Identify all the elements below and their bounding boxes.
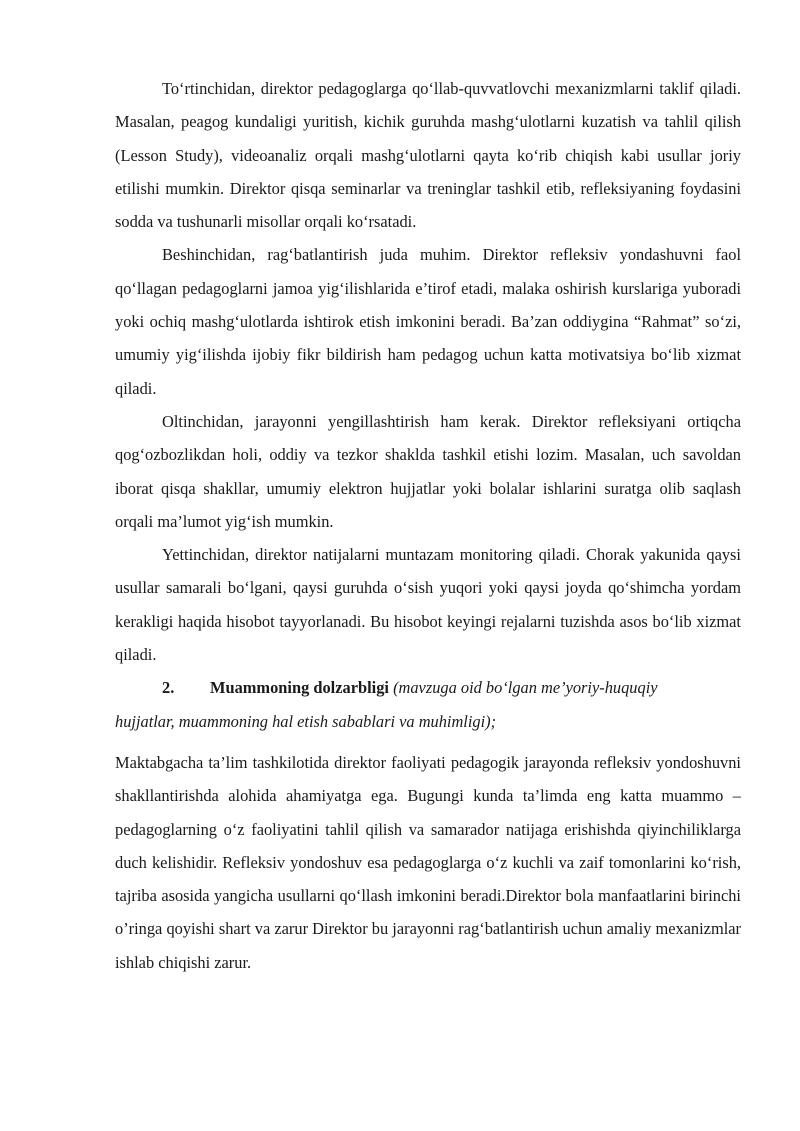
paragraph-seventh: Yettinchidan, direktor natijalarni muntazam monitoring qiladi. Chorak yakunida qaysi usullar samarali bo‘lgani, qaysi guruhda o‘sish yuqori yoki qaysi joyda qo‘shimcha yordam kerakligi haqida hisobot tayyorlanadi. Bu hisobot keyingi rejalarni tuzishda asos bo‘lib xizmat qiladi. <box>115 545 741 665</box>
document-page <box>115 72 741 979</box>
section-subtitle-line2: hujjatlar, muammoning hal etish sabablari va muhimligi); <box>115 711 497 731</box>
paragraph-sixth: Oltinchidan, jarayonni yengillashtirish ham kerak. Direktor refleksiyani ortiqcha qog‘ozbozlikdan holi, oddiy va tezkor shaklda tashkil etishi lozim. Masalan, uch savoldan iborat qisqa shakllar, umumiy elektron hujjatlar yoki bolalar ishlarini suratga olib saqlash orqali ma’lumot yig‘ish mumkin. <box>115 411 741 531</box>
section-title: Muammoning dolzarbligi <box>210 678 389 698</box>
paragraph-fifth: Beshinchidan, rag‘batlantirish juda muhim. Direktor refleksiv yondashuvni faol qo‘llagan pedagoglarni jamoa yig‘ilishlarida e’tirof etadi, malaka oshirish kurslariga yuboradi yoki ochiq mashg‘ulotlarda ishtirok etish imkonini beradi. Ba’zan oddiygina “Rahmat” so‘zi, umumiy yig‘ilishda ijobiy fikr bildirish ham pedagog uchun katta motivatsiya bo‘lib xizmat qiladi. <box>115 245 741 398</box>
paragraph-relevance: Maktabgacha ta’lim tashkilotida direktor faoliyati pedagogik jarayonda refleksiv yondoshuvni shakllantirishda alohida ahamiyatga ega. Bugungi kunda ta’limda eng katta muammo – pedagoglarning o‘z faoliyatini tahlil qilish va samarador natijaga erishishda qiyinchiliklarga duch kelishidir. Refleksiv yondoshuv esa pedagoglarga o‘z kuchli va zaif tomonlarini ko‘rish, tajriba asosida yangicha usullarni qo‘llash imkonini beradi.Direktor bola manfaatlarini birinchi o’ringa qoyishi shart va zarur Direktor bu jarayonni rag‘batlantirish uchun amaliy mexanizmlar ishlab chiqishi zarur. <box>115 752 741 972</box>
section-subtitle-line1: (mavzuga oid bo‘lgan me’yoriy-huquqiy <box>393 678 658 698</box>
paragraph-fourth: To‘rtinchidan, direktor pedagoglarga qo‘llab-quvvatlovchi mexanizmlarni taklif qiladi. Masalan, peagog kundaligi yuritish, kichik guruhda mashg‘ulotlarni kuzatish va tahlil qilish (Lesson Study), videoanaliz orqali mashg‘ulotlarni qayta ko‘rib chiqish kabi usullar joriy etilishi mumkin. Direktor qisqa seminarlar va treninglar tashkil etib, refleksiyaning foydasini sodda va tushunarli misollar orqali ko‘rsatadi. <box>115 79 741 232</box>
section-heading <box>115 671 741 738</box>
section-number: 2. <box>162 678 175 698</box>
